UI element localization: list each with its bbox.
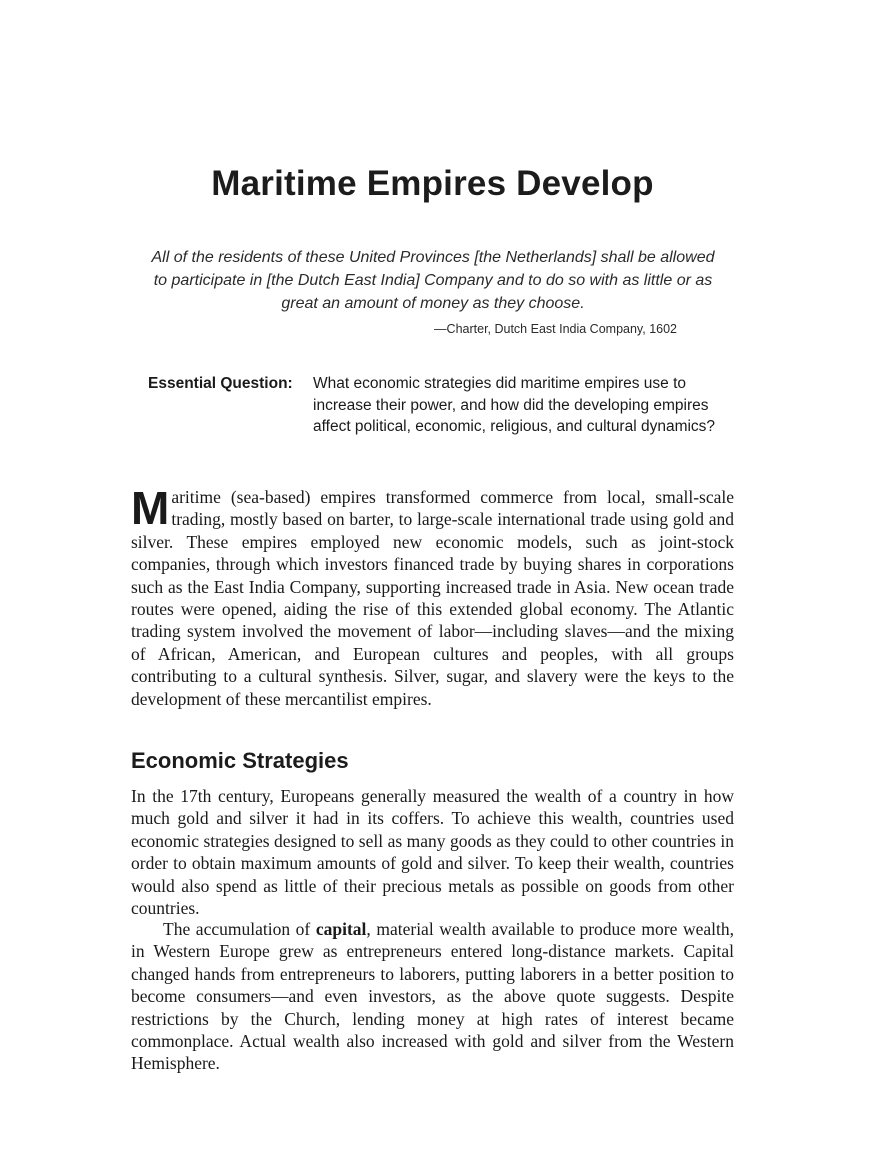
intro-paragraph: [131, 482, 734, 710]
essential-question-text: What economic strategies did maritime empires use to increase their power, and how did the developing empires affect political, economic, religious, and cultural dynamics?: [313, 375, 716, 435]
chapter-title: Maritime Empires Develop: [211, 164, 654, 203]
body-paragraph-1: In the 17th century, Europeans generally measured the wealth of a country in how much gold and silver it had in its coffers. To achieve this wealth, countries used economic strategies designed to sell as many goods as they could to other countries in order to obtain maximum amounts of gold and silver. To keep their wealth, countries would also spend as little of their precious metals as possible on goods from other countries.: [131, 786, 734, 919]
key-term-capital: capital: [315, 919, 367, 939]
paragraph2-start: The accumulation of: [163, 919, 316, 939]
epigraph-source: —Charter, Dutch East India Company, 1602: [434, 322, 677, 336]
drop-cap: M: [131, 482, 170, 534]
essential-question-label: Essential Question:: [148, 375, 293, 392]
section-heading: Economic Strategies: [131, 748, 349, 773]
intro-text: aritime (sea-based) empires transformed commerce from local, small-scale trading, mostly based on barter, to large-scale international trade using gold and silver. These empires employed new economic models, such as joint-stock companies, through which investors financed trade by buying shares in corporations such as the East India Company, supporting increased trade in Asia. New ocean trade routes were opened, aiding the rise of this extended global economy. The Atlantic trading system involved the movement of labor—including slaves—and the mixing of African, American, and European cultures and peoples, with all groups contributing to a cultural synthesis. Silver, sugar, and slavery were the keys to the development of these mercantilist empires.: [131, 487, 734, 709]
paragraph2-rest: , material wealth available to produce more wealth, in Western Europe grew as entrepreneurs entered long-distance markets. Capital changed hands from entrepreneurs to laborers, putting laborers in a better position to become consumers—and even investors, as the above quote suggests. Despite restrictions by the Church, lending money at high rates of interest became commonplace. Actual wealth also increased with gold and silver from the Western Hemisphere.: [131, 919, 734, 1074]
epigraph-quote: All of the residents of these United Provinces [the Netherlands] shall be allowed to participate in [the Dutch East India] Company and to do so with as little or as great an amount of money as they choose.: [151, 249, 715, 312]
body-paragraph-2: [131, 918, 734, 1075]
